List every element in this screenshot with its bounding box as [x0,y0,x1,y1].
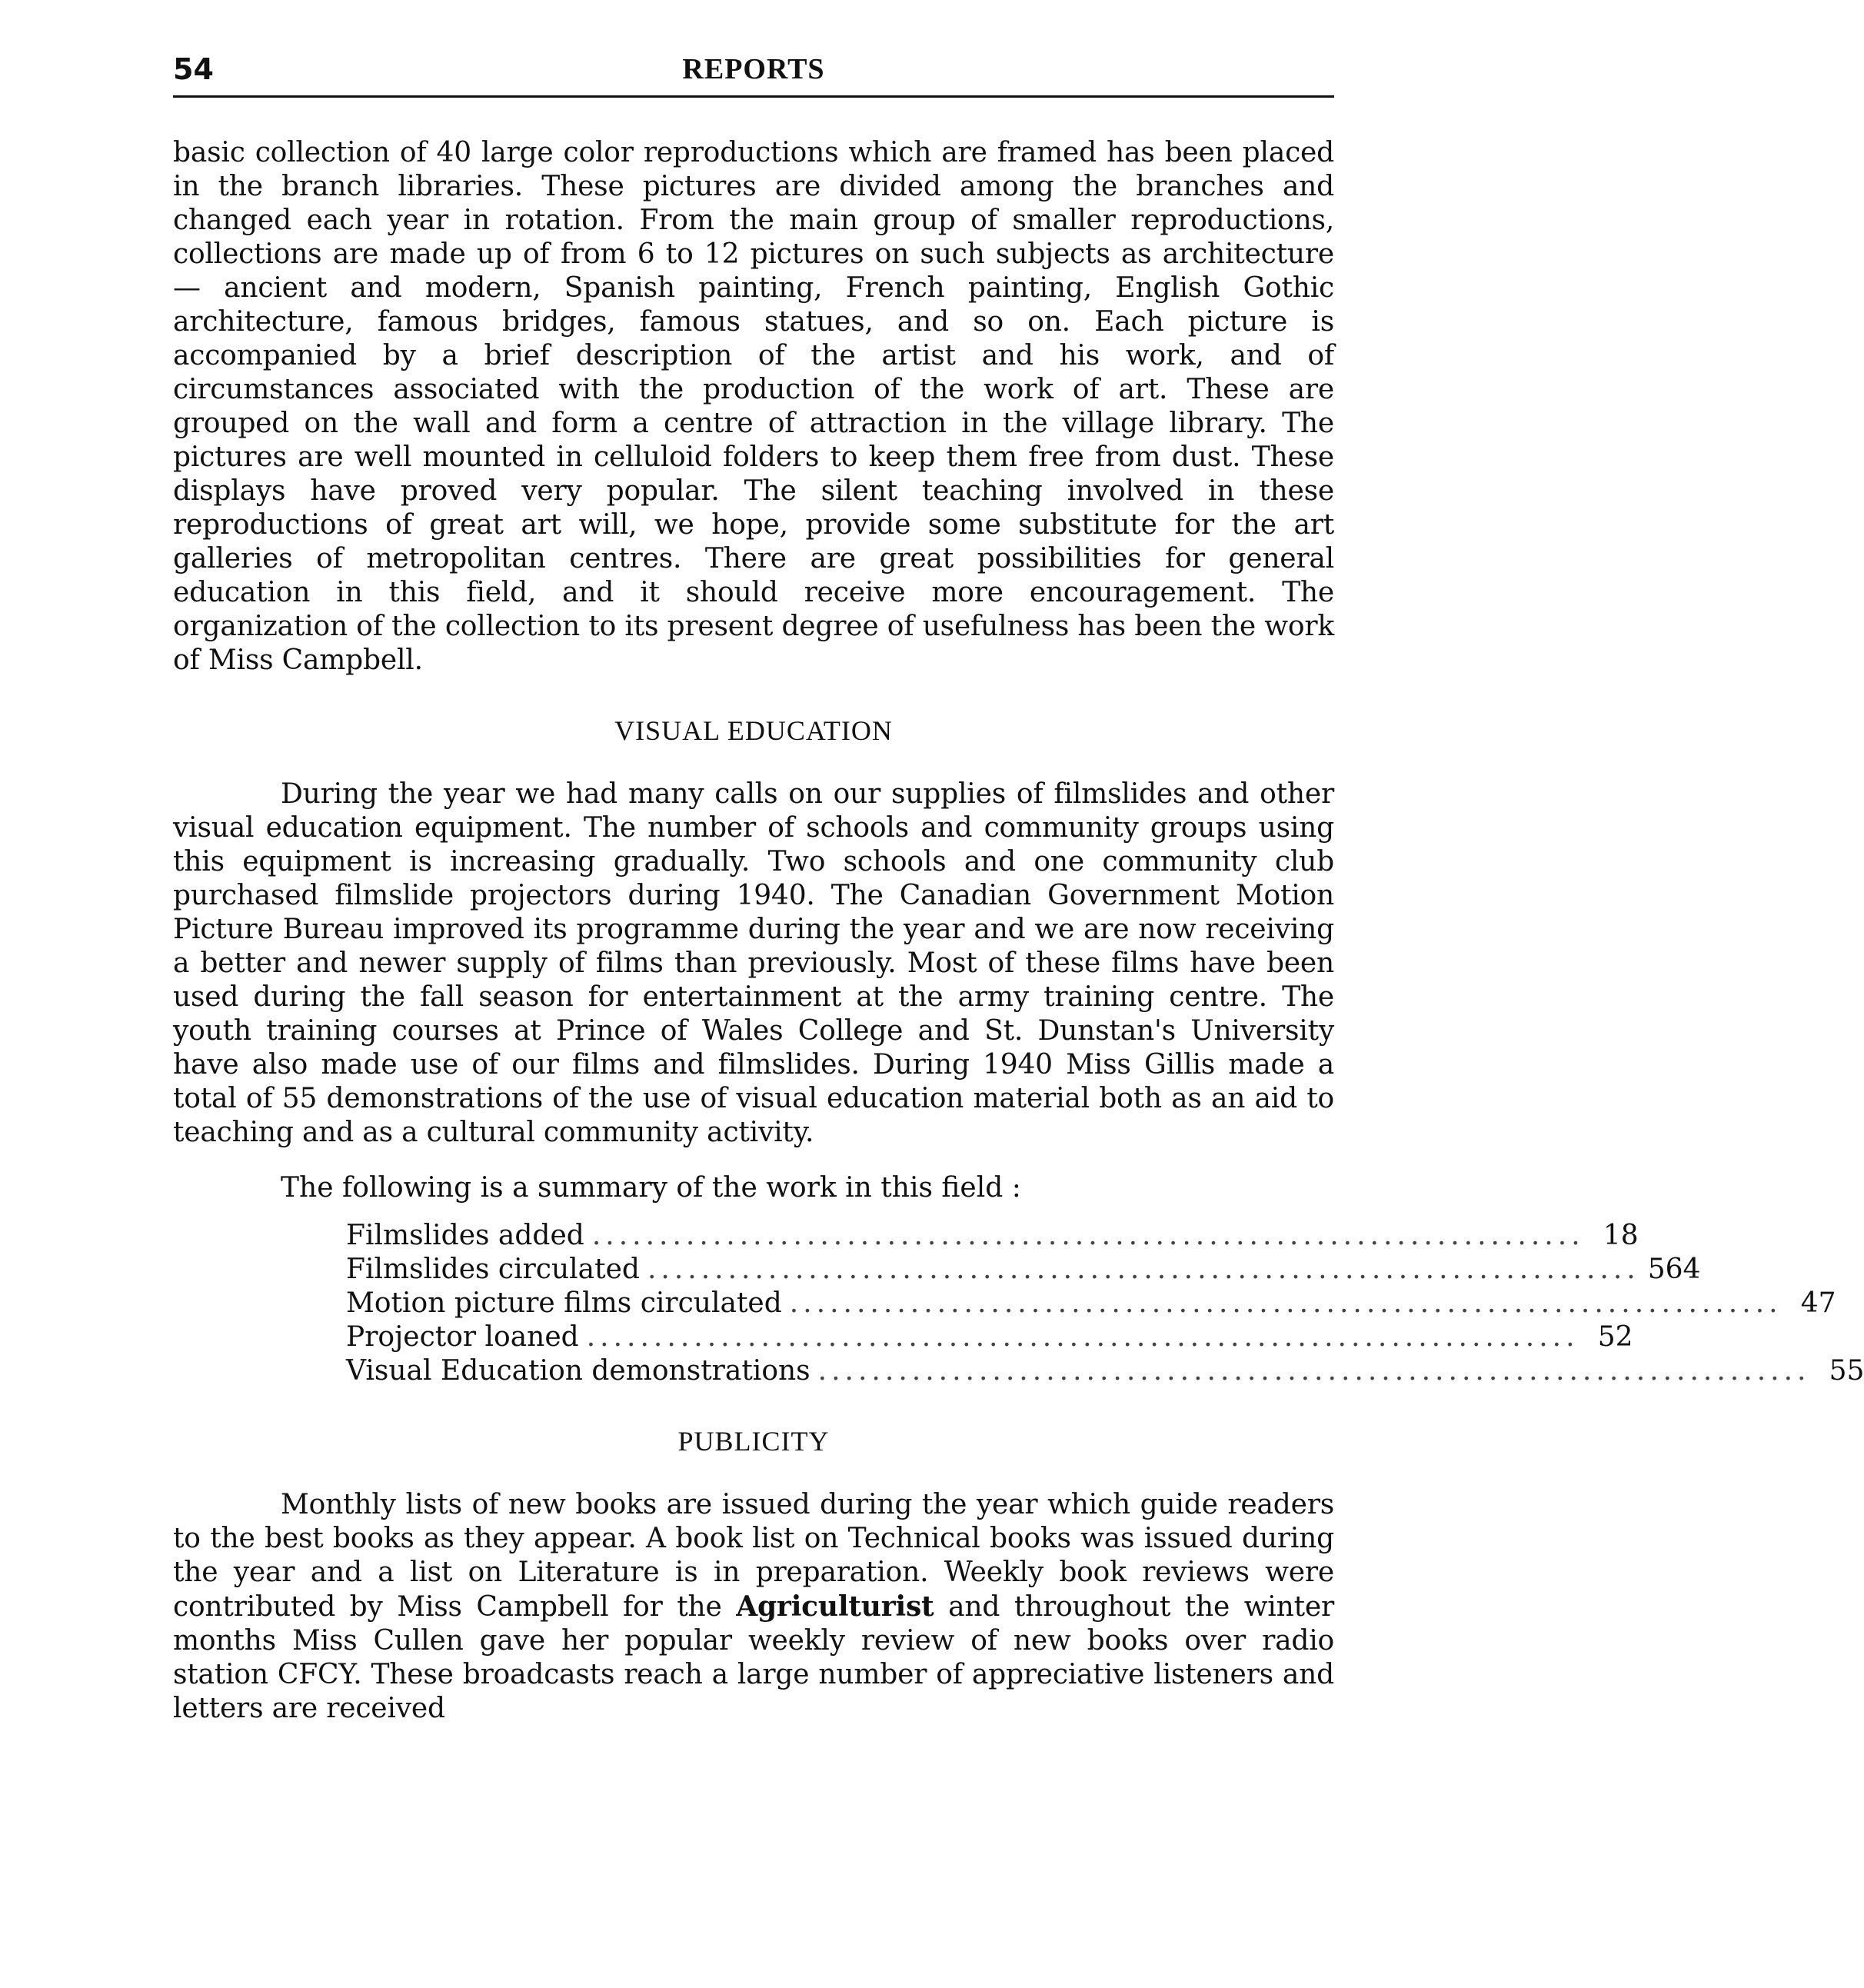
running-head: REPORTS [682,53,825,85]
summary-row [346,1354,1864,1388]
header-rule [173,95,1334,98]
summary-row [346,1253,1701,1287]
dot-leader: .......................................................................... [647,1254,1640,1285]
publicity-text-part1: Monthly lists of new books are issued during the year which guide readers to the best books as they appear. A book list on Technical books was issued during the year and a list on Literature is in preparation. Weekly book reviews were contributed by Miss Campbell for the [173,1489,1334,1623]
publication-title: Agriculturist [736,1590,934,1623]
publicity-text-part2: and throughout the winter months Miss Cullen gave her popular weekly review of new books over radio station CFCY. These broadcasts reach a large number of appreciative listeners and letters are received [173,1591,1334,1724]
report-page [173,46,1864,1726]
summary-value: 52 [1597,1321,1633,1353]
publicity-paragraph [173,1488,1334,1726]
dot-leader: .......................................................................... [586,1321,1579,1353]
visual-education-heading: VISUAL EDUCATION [614,715,893,746]
summary-label: Visual Education demonstrations [346,1355,811,1387]
summary-value: 18 [1603,1220,1639,1251]
page-header [173,46,1334,92]
visual-education-paragraph: During the year we had many calls on our supplies of filmslides and other visual education equipment. The number of schools and community groups using this equipment is increasing gradually. Two schools and one community club purchased filmslide projectors during 1940. The Canadian Government Motion Picture Bureau improved its programme during the year and we are now receiving a better and newer supply of films than previously. Most of these films have been used during the fall season for entertainment at the army training centre. The youth training courses at Prince of Wales College and St. Dunstan's University have also made use of our films and filmslides. During 1940 Miss Gillis made a total of 55 demonstrations of the use of visual education material both as an aid to teaching and as a cultural community activity. [173,778,1334,1148]
summary-row [346,1219,1639,1253]
publicity-heading: PUBLICITY [677,1426,830,1457]
summary-row [346,1287,1836,1320]
summary-label: Motion picture films circulated [346,1287,782,1319]
summary-row [346,1320,1633,1354]
dot-leader: .......................................................................... [789,1287,1782,1319]
summary-value: 55 [1829,1355,1864,1387]
summary-intro: The following is a summary of the work in this field : [281,1172,1021,1204]
summary-label: Projector loaned [346,1321,579,1353]
summary-value: 47 [1800,1287,1836,1319]
summary-value: 564 [1647,1254,1701,1285]
summary-label: Filmslides added [346,1220,584,1251]
summary-label: Filmslides circulated [346,1254,640,1285]
dot-leader: .......................................................................... [591,1220,1585,1251]
dot-leader: .......................................................................... [817,1355,1811,1387]
page-number: 54 [173,52,214,86]
intro-paragraph: basic collection of 40 large color reproductions which are framed has been placed in the branch libraries. These pictures are divided among the branches and changed each year in rotation. From the main group of smaller reproductions, collections are made up of from 6 to 12 pictures on such subjects as architecture — ancient and modern, Spanish painting, French painting, English Gothic architecture, famous bridges, famous statues, and so on. Each picture is accompanied by a brief description of the artist and his work, and of circumstances associated with the production of the work of art. These are grouped on the wall and form a centre of attraction in the village library. The pictures are well mounted in celluloid folders to keep them free from dust. These displays have proved very popular. The silent teaching involved in these reproductions of great art will, we hope, provide some substitute for the art galleries of metropolitan centres. There are great possibilities for general education in this field, and it should receive more encouragement. The organization of the collection to its present degree of usefulness has been the work of Miss Campbell. [173,137,1334,676]
summary-list [346,1219,1864,1388]
